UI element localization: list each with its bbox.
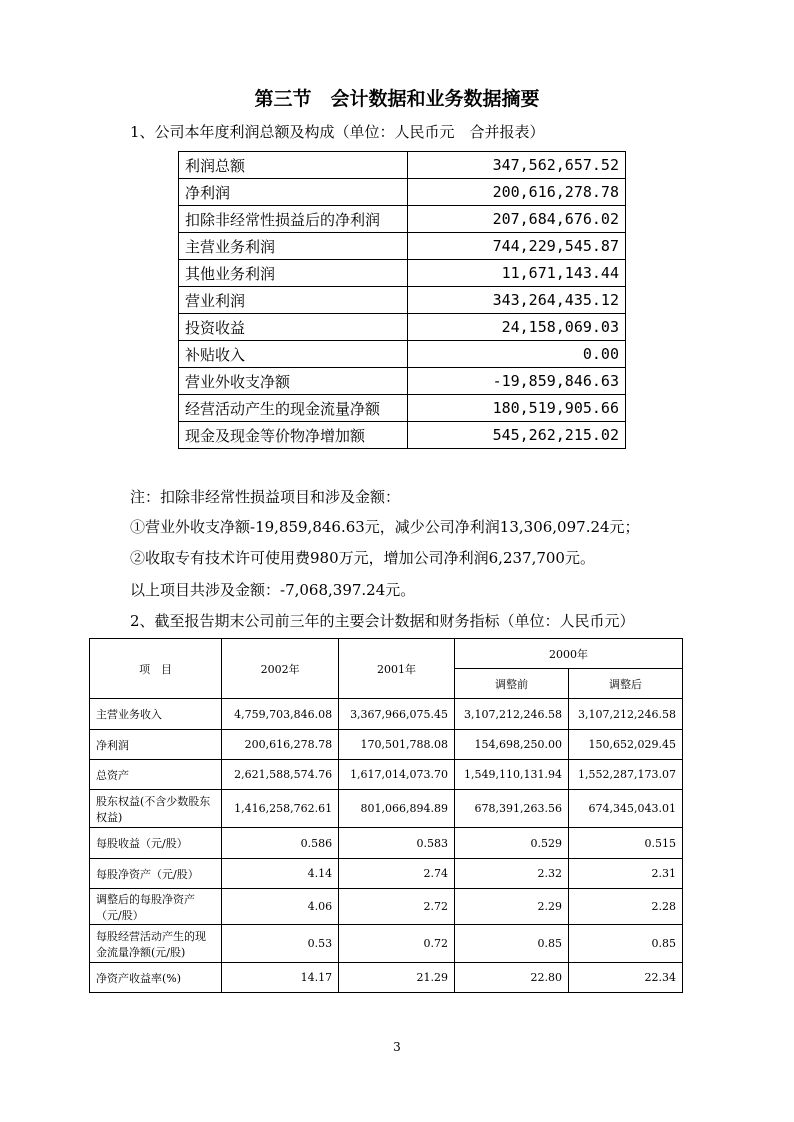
value-2002: 200,616,278.78 [222, 730, 339, 760]
value-2000-before: 3,107,212,246.58 [455, 699, 569, 730]
value-2000-before: 2.32 [455, 859, 569, 889]
row-value: 0.00 [408, 341, 626, 368]
table-row [90, 828, 683, 859]
value-2000-after: 2.31 [569, 859, 683, 889]
row-label: 扣除非经常性损益后的净利润 [179, 206, 408, 233]
value-2000-after: 0.515 [569, 828, 683, 859]
value-2000-after: 0.85 [569, 925, 683, 963]
value-2000-before: 1,549,110,131.94 [455, 760, 569, 790]
row-value: 207,684,676.02 [408, 206, 626, 233]
table-row [179, 395, 626, 422]
row-label: 利润总额 [179, 152, 408, 179]
table-row [90, 925, 683, 963]
table-row [179, 260, 626, 287]
header-2001: 2001年 [339, 639, 455, 699]
value-2000-after: 22.34 [569, 963, 683, 993]
table-row [179, 368, 626, 395]
value-2001: 0.583 [339, 828, 455, 859]
page-title: 第三节 会计数据和业务数据摘要 [254, 88, 540, 110]
row-label: 现金及现金等价物净增加额 [179, 422, 408, 449]
header-2002: 2002年 [222, 639, 339, 699]
value-2000-before: 0.85 [455, 925, 569, 963]
value-2001: 801,066,894.89 [339, 790, 455, 828]
table-row [179, 314, 626, 341]
row-label: 净资产收益率(%) [90, 963, 222, 993]
table-row [90, 730, 683, 760]
table-row [90, 760, 683, 790]
value-2001: 170,501,788.08 [339, 730, 455, 760]
value-2002: 0.53 [222, 925, 339, 963]
table-row [90, 699, 683, 730]
header-before-adjust: 调整前 [455, 669, 569, 699]
row-value: 343,264,435.12 [408, 287, 626, 314]
value-2002: 4.06 [222, 889, 339, 925]
row-label: 每股经营活动产生的现金流量净额(元/股) [90, 925, 222, 963]
row-label: 补贴收入 [179, 341, 408, 368]
value-2002: 4,759,703,846.08 [222, 699, 339, 730]
value-2002: 1,416,258,762.61 [222, 790, 339, 828]
note-heading: 注：扣除非经常性损益项目和涉及金额： [130, 488, 401, 506]
row-label: 股东权益(不含少数股东权益) [90, 790, 222, 828]
row-label: 总资产 [90, 760, 222, 790]
note-item-2: ②收取专有技术许可使用费980万元，增加公司净利润6,237,700元。 [130, 549, 595, 567]
header-item: 项 目 [90, 639, 222, 699]
financial-data-table [89, 638, 683, 993]
value-2001: 2.72 [339, 889, 455, 925]
note-item-1: ①营业外收支净额-19,859,846.63元，减少公司净利润13,306,097.24元； [130, 518, 640, 536]
value-2001: 0.72 [339, 925, 455, 963]
row-label: 净利润 [90, 730, 222, 760]
note-summary: 以上项目共涉及金额：-7,068,397.24元。 [130, 581, 416, 599]
table-row [179, 422, 626, 449]
table-row [179, 152, 626, 179]
value-2000-before: 678,391,263.56 [455, 790, 569, 828]
value-2000-after: 2.28 [569, 889, 683, 925]
row-label: 营业外收支净额 [179, 368, 408, 395]
row-value: 24,158,069.03 [408, 314, 626, 341]
value-2002: 4.14 [222, 859, 339, 889]
row-value: 545,262,215.02 [408, 422, 626, 449]
value-2002: 14.17 [222, 963, 339, 993]
table-row [179, 287, 626, 314]
row-value: 347,562,657.52 [408, 152, 626, 179]
header-2000: 2000年 [455, 639, 683, 669]
row-label: 净利润 [179, 179, 408, 206]
section2-heading: 2、截至报告期末公司前三年的主要会计数据和财务指标（单位：人民币元） [130, 612, 635, 630]
value-2001: 1,617,014,073.70 [339, 760, 455, 790]
table-row [179, 179, 626, 206]
table-row [179, 206, 626, 233]
value-2000-after: 150,652,029.45 [569, 730, 683, 760]
value-2000-after: 674,345,043.01 [569, 790, 683, 828]
value-2001: 21.29 [339, 963, 455, 993]
value-2000-after: 1,552,287,173.07 [569, 760, 683, 790]
profit-table [178, 151, 626, 449]
value-2002: 2,621,588,574.76 [222, 760, 339, 790]
value-2000-before: 0.529 [455, 828, 569, 859]
value-2001: 3,367,966,075.45 [339, 699, 455, 730]
value-2000-after: 3,107,212,246.58 [569, 699, 683, 730]
table-row [179, 341, 626, 368]
value-2000-before: 22.80 [455, 963, 569, 993]
value-2002: 0.586 [222, 828, 339, 859]
row-value: 200,616,278.78 [408, 179, 626, 206]
table-row [179, 233, 626, 260]
value-2000-before: 154,698,250.00 [455, 730, 569, 760]
row-label: 主营业务利润 [179, 233, 408, 260]
row-label: 主营业务收入 [90, 699, 222, 730]
row-value: 180,519,905.66 [408, 395, 626, 422]
row-label: 每股收益（元/股） [90, 828, 222, 859]
table-row [90, 889, 683, 925]
page-number: 3 [393, 1040, 401, 1054]
section1-heading: 1、公司本年度利润总额及构成（单位：人民币元 合并报表） [130, 123, 545, 141]
table-row [90, 790, 683, 828]
value-2001: 2.74 [339, 859, 455, 889]
row-value: -19,859,846.63 [408, 368, 626, 395]
row-label: 营业利润 [179, 287, 408, 314]
row-label: 每股净资产（元/股） [90, 859, 222, 889]
row-label: 投资收益 [179, 314, 408, 341]
header-after-adjust: 调整后 [569, 669, 683, 699]
row-value: 744,229,545.87 [408, 233, 626, 260]
row-label: 经营活动产生的现金流量净额 [179, 395, 408, 422]
row-label: 其他业务利润 [179, 260, 408, 287]
row-value: 11,671,143.44 [408, 260, 626, 287]
table-row [90, 963, 683, 993]
table-row [90, 859, 683, 889]
row-label: 调整后的每股净资产（元/股） [90, 889, 222, 925]
value-2000-before: 2.29 [455, 889, 569, 925]
